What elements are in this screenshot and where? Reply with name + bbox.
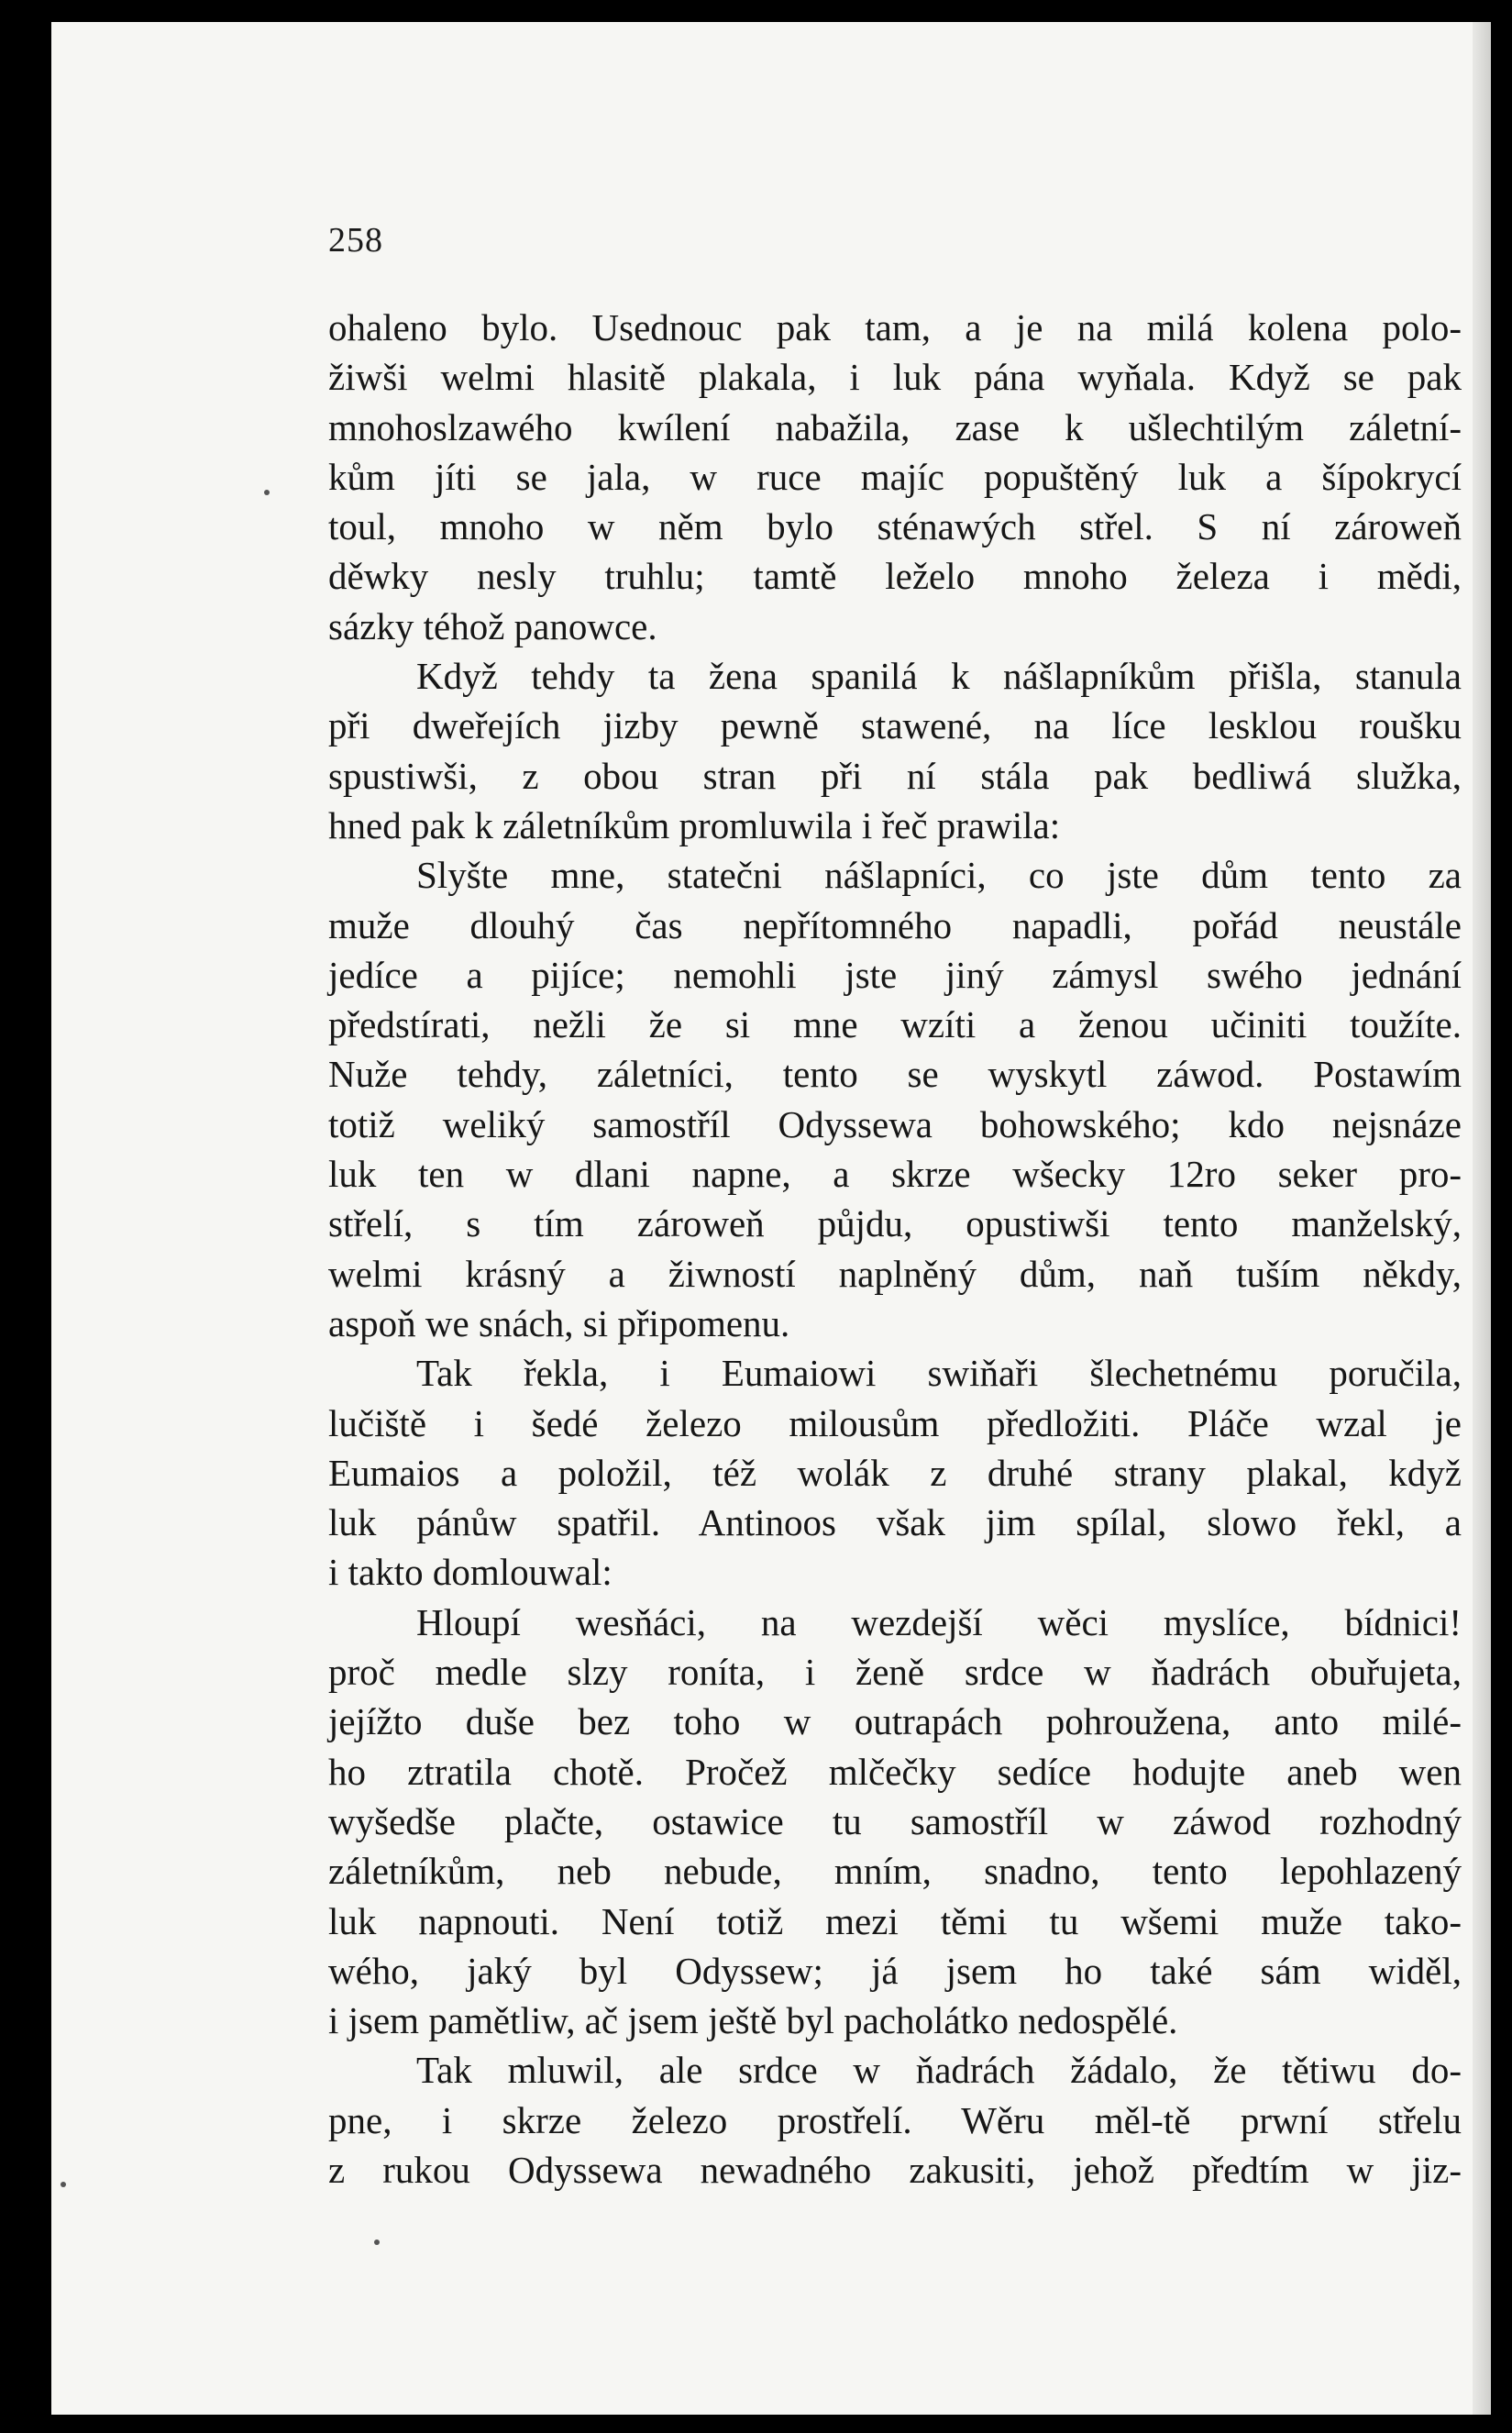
text-line: ho ztratila chotě. Pročež mlčečky sedíce hodujte aneb wen (328, 1750, 1462, 1793)
text-line: Nuže tehdy, záletníci, tento se wyskytl záwod. Postawím (328, 1053, 1462, 1096)
text-line: Eumaios a položil, též wolák z druhé strany plakal, když (328, 1451, 1462, 1494)
text-line: luk pánůw spatřil. Antinoos však jim spílal, slowo řekl, a (328, 1501, 1462, 1544)
text-line: žiwši welmi hlasitě plakala, i luk pána wyňala. Když se pak (328, 356, 1462, 399)
text-line: proč medle slzy roníta, i ženě srdce w ňadrách obuřujeta, (328, 1651, 1462, 1694)
print-speck (264, 490, 270, 495)
body-text (328, 303, 1462, 2195)
text-line: jejížto duše bez toho w outrapách pohroužena, anto milé- (328, 1700, 1462, 1743)
print-speck (374, 2239, 380, 2245)
text-line: welmi krásný a žiwností naplněný dům, naň tuším někdy, (328, 1252, 1462, 1295)
text-line: muže dlouhý čas nepřítomného napadli, pořád neustále (328, 903, 1462, 946)
print-speck (61, 2182, 66, 2187)
text-line: hned pak k záletníkům promluwila i řeč prawila: (328, 803, 1061, 846)
paragraph-first-line: Když tehdy ta žena spanilá k nášlapníkům přišla, stanula (416, 655, 1462, 698)
paragraph-first-line: Hloupí wesňáci, na wezdejší wěci myslíce, bídnici! (416, 1600, 1462, 1643)
text-line: aspoň we snách, si připomenu. (328, 1301, 790, 1344)
text-line: pne, i skrze železo prostřelí. Wěru měl-tě prwní střelu (328, 2098, 1462, 2141)
paragraph-first-line: Tak mluwil, ale srdce w ňadrách žádalo, že tětiwu do- (416, 2049, 1462, 2092)
text-line: děwky nesly truhlu; tamtě leželo mnoho železa i mědi, (328, 555, 1462, 598)
text-line: i jsem pamětliw, ač jsem ještě byl pacholátko nedospělé. (328, 1999, 1178, 2042)
text-line: záletníkům, neb nebude, mním, snadno, tento lepohlazený (328, 1850, 1462, 1893)
text-line: jedíce a pijíce; nemohli jste jiný zámysl swého jednání (328, 953, 1462, 996)
text-line: při dweřejích jizby pewně stawené, na líce lesklou roušku (328, 704, 1462, 747)
text-line: toul, mnoho w něm bylo sténawých střel. S ní zároweň (328, 505, 1462, 548)
text-line: wyšedše plačte, ostawice tu samostříl w záwod rozhodný (328, 1799, 1462, 1842)
text-line: sázky téhož panowce. (328, 604, 657, 647)
paragraph-first-line: Slyšte mne, statečni nášlapníci, co jste dům tento za (416, 854, 1462, 897)
page-number: 258 (328, 221, 383, 260)
text-line: totiž weliký samostříl Odyssewa bohowského; kdo nejsnáze (328, 1102, 1462, 1145)
text-line: kům jíti se jala, w ruce majíc popuštěný luk a šípokrycí (328, 455, 1462, 498)
text-line: wého, jaký byl Odyssew; já jsem ho také sám widěl, (328, 1949, 1462, 1992)
text-line: lučiště i šedé železo milousům předložiti. Pláče wzal je (328, 1401, 1462, 1444)
text-line: předstírati, nežli že si mne wzíti a ženou učiniti toužíte. (328, 1003, 1462, 1046)
paragraph-first-line: Tak řekla, i Eumaiowi swiňaři šlechetnému poručila, (416, 1352, 1462, 1395)
text-line: i takto domlouwal: (328, 1551, 613, 1594)
text-line: spustiwši, z obou stran při ní stála pak bedliwá služka, (328, 754, 1462, 797)
page-edge (1473, 22, 1491, 2415)
text-line: luk napnouti. Není totiž mezi těmi tu wšemi muže tako- (328, 1899, 1462, 1942)
text-line: střelí, s tím zároweň půjdu, opustiwši tento manželský, (328, 1202, 1462, 1245)
book-page (51, 22, 1491, 2415)
text-line: luk ten w dlani napne, a skrze wšecky 12ro seker pro- (328, 1153, 1462, 1196)
text-line: mnohoslzawého kwílení nabažila, zase k ušlechtilým záletní- (328, 405, 1462, 448)
text-line: ohaleno bylo. Usednouc pak tam, a je na milá kolena polo- (328, 306, 1462, 348)
text-line: z rukou Odyssewa newadného zakusiti, jehož předtím w jiz- (328, 2148, 1462, 2191)
